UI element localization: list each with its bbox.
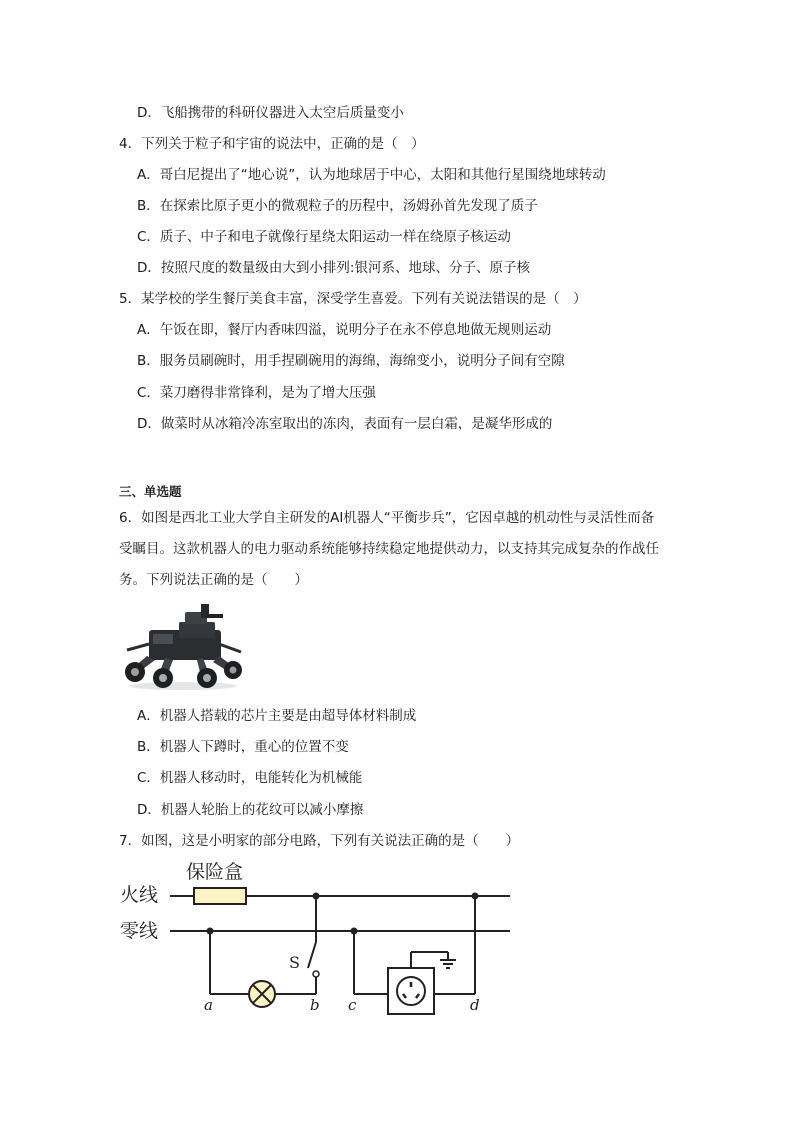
q6-option-b: B．机器人下蹲时，重心的位置不变	[137, 739, 349, 755]
q6-stem-line-1: 6．如图是西北工业大学自主研发的AI机器人“平衡步兵”，它因卓越的机动性与灵活性而备	[119, 510, 655, 526]
fuse-box-label: 保险盒	[186, 861, 244, 883]
switch-label: S	[289, 953, 300, 972]
section-heading: 三、单选题	[119, 484, 182, 499]
q4-option-d: D．按照尺度的数量级由大到小排列:银河系、地球、分子、原子核	[137, 260, 530, 276]
point-b-label: b	[310, 996, 320, 1014]
q4-option-b: B．在探索比原子更小的微观粒子的历程中，汤姆孙首先发现了质子	[137, 198, 538, 214]
q7-stem: 7．如图，这是小明家的部分电路，下列有关说法正确的是（ ）	[119, 833, 520, 849]
q4-option-a: A．哥白尼提出了“地心说”，认为地球居于中心，太阳和其他行星围绕地球转动	[137, 167, 606, 183]
q6-option-c: C．机器人移动时，电能转化为机械能	[137, 770, 363, 786]
q5-stem: 5．某学校的学生餐厅美食丰富，深受学生喜爱。下列有关说法错误的是（ ）	[119, 291, 587, 307]
fuse-box	[194, 888, 246, 904]
q5-option-d: D．做菜时从冰箱冷冻室取出的冻肉，表面有一层白霜，是凝华形成的	[137, 416, 553, 432]
circuit-diagram	[118, 856, 518, 1018]
neutral-wire-label: 零线	[120, 920, 159, 942]
point-d-label: d	[470, 996, 480, 1014]
switch-icon	[308, 942, 316, 968]
q5-option-b: B．服务员刷碗时，用手捏刷碗用的海绵，海绵变小，说明分子间有空隙	[137, 353, 565, 369]
q6-option-a: A．机器人搭载的芯片主要是由超导体材料制成	[137, 708, 417, 724]
q5-option-a: A．午饭在即，餐厅内香味四溢，说明分子在永不停息地做无规则运动	[137, 322, 552, 338]
q4-option-c: C．质子、中子和电子就像行星绕太阳运动一样在绕原子核运动	[137, 229, 511, 245]
q4-stem: 4．下列关于粒子和宇宙的说法中，正确的是（ ）	[119, 136, 425, 152]
q3-option-d: D．飞船携带的科研仪器进入太空后质量变小	[137, 105, 404, 121]
q6-stem-line-2: 受瞩目。这款机器人的电力驱动系统能够持续稳定地提供动力，以支持其完成复杂的作战任	[119, 541, 659, 557]
robot-image	[119, 600, 247, 692]
point-a-label: a	[204, 996, 213, 1014]
q5-option-c: C．菜刀磨得非常锋利，是为了增大压强	[137, 385, 376, 401]
point-c-label: c	[348, 996, 357, 1014]
q6-option-d: D．机器人轮胎上的花纹可以减小摩擦	[137, 802, 364, 818]
q6-stem-line-3: 务。下列说法正确的是（ ）	[119, 572, 308, 588]
live-wire-label: 火线	[120, 884, 159, 906]
